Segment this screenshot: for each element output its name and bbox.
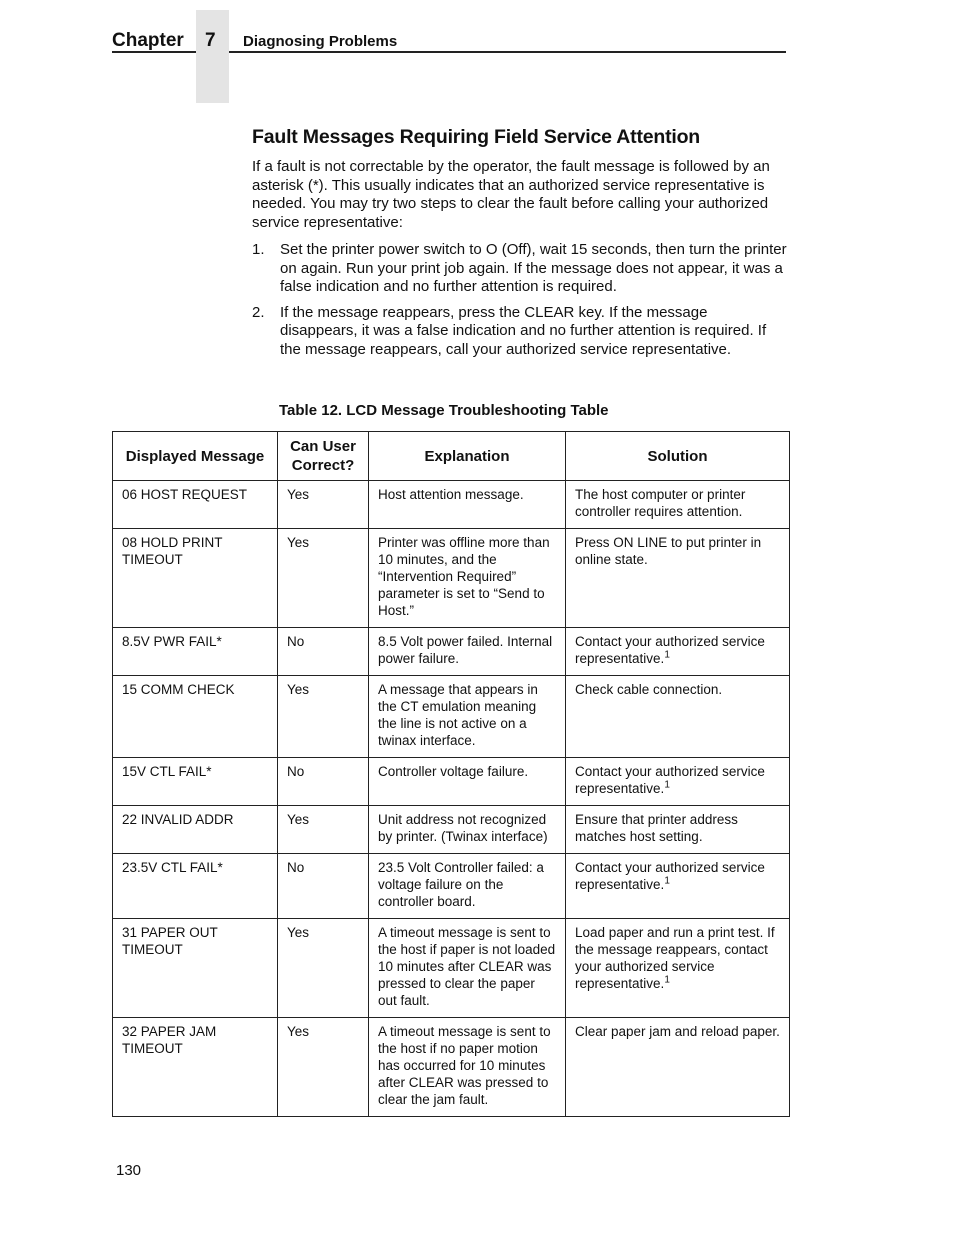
solution-cell-text: The host computer or printer controller requires attention. (575, 487, 746, 519)
footnote-marker: 1 (664, 779, 670, 791)
step-text: Set the printer power switch to O (Off), wait 15 seconds, then turn the printer on again. Run your print job again. If the message does not appear, it was a false indication and no further attention is required. (280, 241, 787, 296)
correct-cell-text: Yes (287, 487, 310, 502)
step-number: 1. (252, 241, 265, 258)
solution-cell (566, 758, 790, 806)
message-cell (113, 854, 278, 919)
explanation-cell-text: Controller voltage failure. (378, 764, 529, 779)
message-cell-text: 8.5V PWR FAIL* (122, 634, 222, 649)
footnote-marker: 1 (664, 649, 670, 661)
solution-cell (566, 481, 790, 529)
message-cell-text: 23.5V CTL FAIL* (122, 860, 223, 875)
message-cell-text: 06 HOST REQUEST (122, 487, 248, 502)
table-body (113, 481, 790, 1117)
header-displayed-message: Displayed Message (113, 432, 278, 481)
explanation-cell-text: Host attention message. (378, 487, 524, 502)
table-row (113, 1018, 790, 1117)
table-row (113, 919, 790, 1018)
page-number: 130 (116, 1162, 142, 1179)
correct-cell (278, 854, 369, 919)
correct-cell-text: Yes (287, 812, 310, 827)
correct-cell-text: Yes (287, 1024, 310, 1039)
explanation-cell-text: 8.5 Volt power failed. Internal power failure. (378, 634, 553, 666)
solution-cell-text: Press ON LINE to put printer in online state. (575, 535, 762, 567)
correct-cell-text: Yes (287, 925, 310, 940)
table-header-row (113, 432, 790, 481)
correct-cell-text: No (287, 634, 305, 649)
solution-cell-text: Ensure that printer address matches host setting. (575, 812, 738, 844)
correct-cell (278, 919, 369, 1018)
message-cell-text: 32 PAPER JAM TIMEOUT (122, 1024, 217, 1056)
header-can-user-correct: Can User Correct? (278, 432, 369, 481)
correct-cell (278, 758, 369, 806)
correct-cell (278, 628, 369, 676)
solution-cell (566, 919, 790, 1018)
solution-cell-text: Clear paper jam and reload paper. (575, 1024, 780, 1039)
section-header: Diagnosing Problems (243, 33, 398, 50)
solution-cell (566, 628, 790, 676)
solution-cell (566, 854, 790, 919)
correct-cell (278, 676, 369, 758)
step-text: If the message reappears, press the CLEAR key. If the message disappears, it was a false indication and no further attention is required. If the message reappears, call your authorized service representative. (280, 303, 767, 358)
step-number: 2. (252, 303, 265, 321)
chapter-tab (196, 10, 229, 103)
correct-cell (278, 529, 369, 628)
correct-cell-text: No (287, 764, 305, 779)
solution-cell (566, 1018, 790, 1117)
solution-cell-text: Contact your authorized service representative. (575, 764, 765, 796)
intro-paragraph: If a fault is not correctable by the operator, the fault message is followed by an asterisk (*). This usually indicates that an authorized service representative is needed. You may try two steps to clear the fault before calling your authorized service representative: (252, 158, 770, 231)
explanation-cell (369, 529, 566, 628)
message-cell (113, 758, 278, 806)
explanation-cell-text: A timeout message is sent to the host if paper is not loaded 10 minutes after CLEAR was pressed to clear the paper out fault. (378, 925, 556, 1008)
correct-cell (278, 1018, 369, 1117)
explanation-cell-text: A message that appears in the CT emulation meaning the line is not active on a twinax interface. (378, 682, 538, 748)
table-row (113, 628, 790, 676)
table-row (113, 758, 790, 806)
message-cell (113, 628, 278, 676)
solution-cell (566, 806, 790, 854)
explanation-cell (369, 1018, 566, 1117)
solution-cell (566, 529, 790, 628)
solution-cell-text: Check cable connection. (575, 682, 723, 697)
message-cell (113, 529, 278, 628)
chapter-number: 7 (205, 30, 216, 51)
explanation-cell (369, 919, 566, 1018)
explanation-cell-text: 23.5 Volt Controller failed: a voltage failure on the controller board. (378, 860, 544, 909)
explanation-cell-text: A timeout message is sent to the host if no paper motion has occurred for 10 minutes after CLEAR was pressed to clear the jam fault. (378, 1024, 551, 1107)
message-cell-text: 15 COMM CHECK (122, 682, 235, 697)
step-item (252, 241, 787, 297)
message-cell-text: 22 INVALID ADDR (122, 812, 234, 827)
message-cell-text: 15V CTL FAIL* (122, 764, 212, 779)
header-explanation: Explanation (369, 432, 566, 481)
message-cell-text: 08 HOLD PRINT TIMEOUT (122, 535, 223, 567)
header-rule-right (229, 51, 786, 53)
solution-cell (566, 676, 790, 758)
explanation-cell-text: Printer was offline more than 10 minutes, and the “Intervention Required” parameter is set to “Send to Host.” (378, 535, 550, 618)
table-row (113, 806, 790, 854)
correct-cell (278, 481, 369, 529)
message-cell (113, 676, 278, 758)
solution-cell-text: Contact your authorized service representative. (575, 634, 765, 666)
message-cell (113, 481, 278, 529)
message-cell (113, 919, 278, 1018)
explanation-cell (369, 758, 566, 806)
step-list (252, 241, 787, 367)
explanation-cell (369, 481, 566, 529)
solution-cell-text: Load paper and run a print test. If the message reappears, contact your authorized service representative. (575, 925, 775, 991)
page-title: Fault Messages Requiring Field Service Attention (252, 126, 701, 148)
solution-cell-text: Contact your authorized service representative. (575, 860, 765, 892)
explanation-cell (369, 676, 566, 758)
message-cell (113, 1018, 278, 1117)
lcd-message-table (112, 431, 790, 1117)
explanation-cell (369, 806, 566, 854)
table-row (113, 854, 790, 919)
correct-cell (278, 806, 369, 854)
footnote-marker: 1 (664, 974, 670, 986)
message-cell (113, 806, 278, 854)
message-cell-text: 31 PAPER OUT TIMEOUT (122, 925, 218, 957)
step-item (252, 304, 787, 360)
correct-cell-text: Yes (287, 535, 310, 550)
explanation-cell (369, 854, 566, 919)
correct-cell-text: No (287, 860, 305, 875)
footnote-marker: 1 (664, 875, 670, 887)
header-rule-left (112, 51, 196, 53)
explanation-cell-text: Unit address not recognized by printer. (Twinax interface) (378, 812, 548, 844)
correct-cell-text: Yes (287, 682, 310, 697)
table-row (113, 676, 790, 758)
table-row (113, 481, 790, 529)
chapter-label: Chapter (112, 30, 184, 51)
header-solution: Solution (566, 432, 790, 481)
explanation-cell (369, 628, 566, 676)
table-row (113, 529, 790, 628)
table-caption: Table 12. LCD Message Troubleshooting Table (279, 402, 609, 419)
